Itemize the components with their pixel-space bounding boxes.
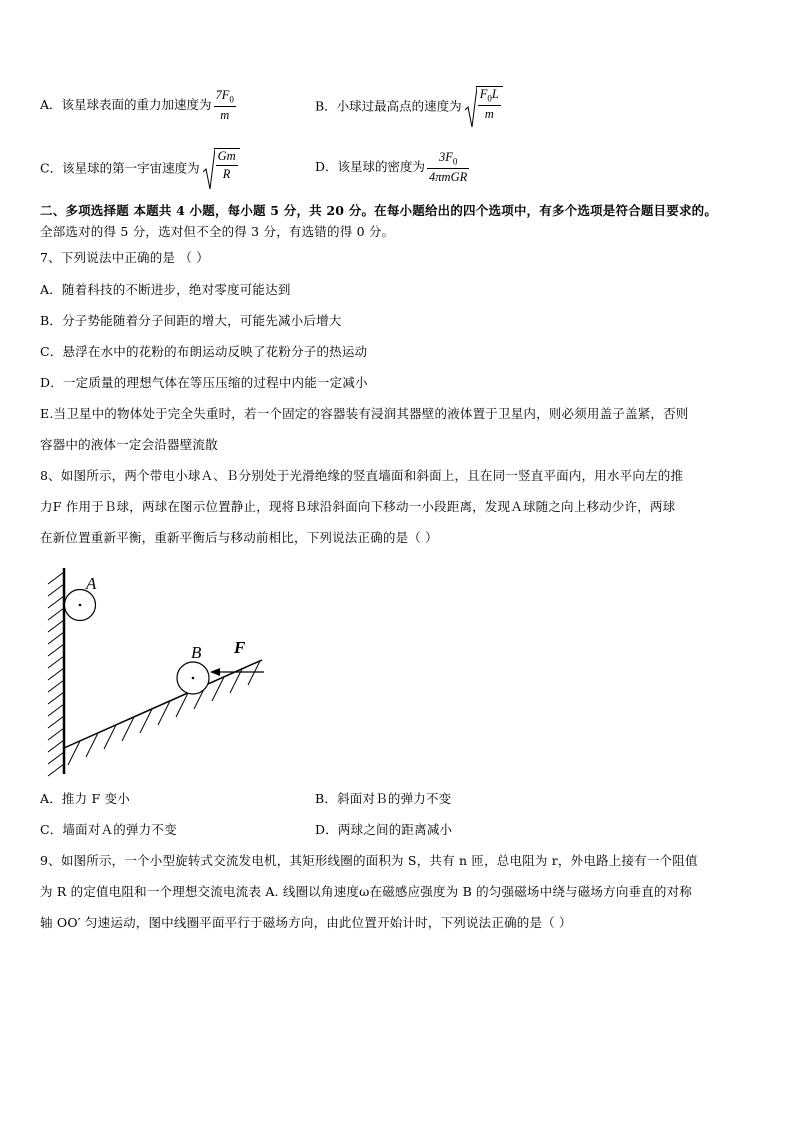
q8-stem-line3: 在新位置重新平衡，重新平衡后与移动前相比，下列说法正确的是（ ） <box>40 530 438 545</box>
q6-option-d <box>315 150 469 185</box>
ball-b-center <box>192 677 195 680</box>
incline-hatching <box>68 661 260 765</box>
incline-line <box>64 660 262 748</box>
force-label: F <box>234 638 246 657</box>
q8-figure <box>40 560 280 782</box>
wall-hatching <box>48 572 64 776</box>
section2-heading-line2: 全部选对的得 5 分，选对但不全的得 3 分，有选错的得 0 分。 <box>40 224 395 239</box>
q6-option-b-text: B．小球过最高点的速度为 <box>315 98 462 114</box>
section2-heading-line1: 二、多项选择题 本题共 4 小题，每小题 5 分，共 20 分。在每小题给出的四个选项中，有多个选项是符合题目要求的。 <box>40 203 718 218</box>
q6-option-a-text: A．该星球表面的重力加速度为 <box>40 96 212 112</box>
q6-option-b <box>315 86 503 128</box>
q6-option-c-sqrt: $\frac{Gm}{R}$ <box>203 148 240 190</box>
q6-option-b-sqrt: $\frac{F_0L}{m}$ <box>465 86 503 128</box>
q7-stem: 7、下列说法中正确的是 （ ） <box>40 250 209 265</box>
q7-option-c: C．悬浮在水中的花粉的布朗运动反映了花粉分子的热运动 <box>40 344 368 359</box>
q9-stem-line3: 轴 OO′ 匀速运动，图中线圈平面平行于磁场方向，由此位置开始计时，下列说法正确的是（ ） <box>40 915 572 930</box>
q9-stem-line2: 为 R 的定值电阻和一个理想交流电流表 A. 线圈以角速度ω在磁感应强度为 B 的匀强磁场中绕与磁场方向垂直的对称 <box>40 884 693 899</box>
q6-option-a <box>40 88 236 123</box>
q7-option-e-line1: E.当卫星中的物体处于完全失重时，若一个固定的容器装有浸润其器壁的液体置于卫星内，则必须用盖子盖紧，否则 <box>40 406 689 421</box>
q8-option-b: B．斜面对Ｂ的弹力不变 <box>315 791 452 806</box>
q8-option-a: A．推力 F 变小 <box>40 791 130 806</box>
q7-option-e-line2: 容器中的液体一定会沿器壁流散 <box>40 437 218 452</box>
q8-stem-line2: 力F 作用于Ｂ球，两球在图示位置静止，现将Ｂ球沿斜面向下移动一小段距离，发现Ａ球随之向上移动少许，两球 <box>40 499 676 514</box>
q7-option-a: A．随着科技的不断进步，绝对零度可能达到 <box>40 282 291 297</box>
ball-b-label: B <box>191 643 202 662</box>
q8-option-c: C．墙面对Ａ的弹力不变 <box>40 822 177 837</box>
q9-stem-line1: 9、如图所示，一个小型旋转式交流发电机，其矩形线圈的面积为 S，共有 n 匝，总电阻为 r，外电路上接有一个阻值 <box>40 853 698 868</box>
q6-option-c <box>40 148 240 190</box>
q8-option-d: D．两球之间的距离减小 <box>315 822 453 837</box>
q7-option-b: B．分子势能随着分子间距的增大，可能先减小后增大 <box>40 313 342 328</box>
force-arrow-head <box>210 668 220 676</box>
q6-option-a-fraction: $\frac{7F_0}{m}$ <box>215 88 234 122</box>
q7-option-d: D．一定质量的理想气体在等压压缩的过程中内能一定减小 <box>40 375 368 390</box>
q6-option-d-fraction: $\frac{3F_0}{\text{4πmGR}}$ <box>429 150 468 184</box>
q6-option-c-text: C．该星球的第一宇宙速度为 <box>40 160 200 176</box>
q8-stem-line1: 8、如图所示，两个带电小球Ａ、Ｂ分别处于光滑绝缘的竖直墙面和斜面上，且在同一竖直平面内，用水平向左的推 <box>40 468 684 483</box>
ball-a-label: A <box>86 574 97 593</box>
ball-a-center <box>79 604 82 607</box>
q6-option-d-text: D．该星球的密度为 <box>315 158 426 174</box>
